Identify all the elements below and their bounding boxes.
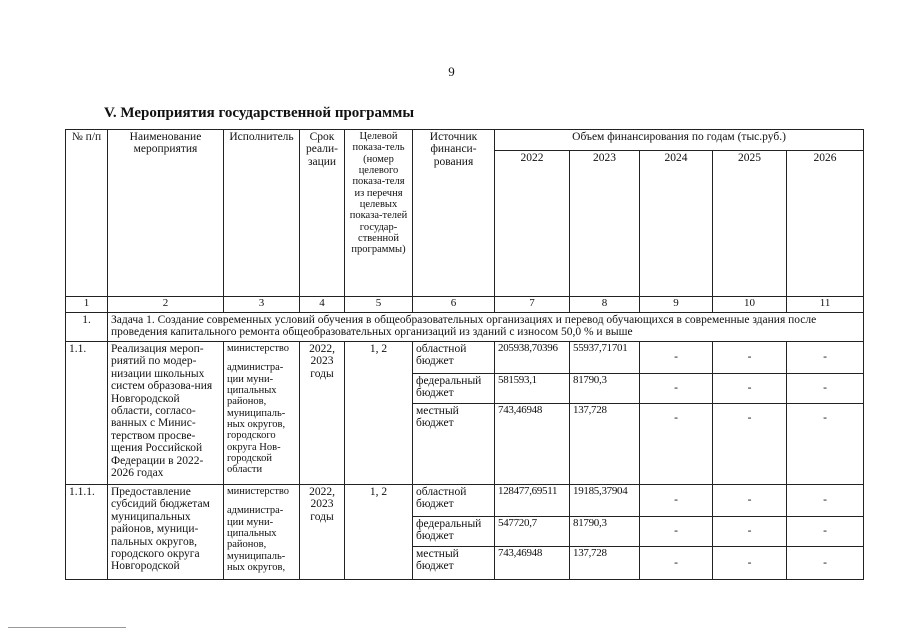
column-numbers-row xyxy=(66,297,864,313)
activity-target: 1, 2 xyxy=(345,342,413,485)
amount-2025: - xyxy=(713,404,787,485)
header-name: Наименование мероприятия xyxy=(108,130,224,297)
executor-administrations: администра-ции муни-ципальных районов, муниципаль-ных округов, xyxy=(227,505,286,573)
amount-2022: 581593,1 xyxy=(495,374,570,404)
column-number: 11 xyxy=(787,297,864,313)
column-number: 3 xyxy=(224,297,300,313)
amount-2024: - xyxy=(640,485,713,517)
amount-2025: - xyxy=(713,485,787,517)
amount-2022: 205938,70396 xyxy=(495,342,570,374)
table-row xyxy=(66,342,864,374)
column-number: 2 xyxy=(108,297,224,313)
section-title: V. Мероприятия государственной программы xyxy=(104,105,415,121)
funding-source: местный бюджет xyxy=(413,547,495,580)
amount-2022: 128477,69511 xyxy=(495,485,570,517)
amount-2026: - xyxy=(787,547,864,580)
header-target: Целевой показа-тель (номер целевого показа-теля из перечня целевых показа-телей государ-ственной программы) xyxy=(345,130,413,297)
table-row xyxy=(66,485,864,517)
amount-2023: 19185,37904 xyxy=(570,485,640,517)
funding-source: федеральный бюджет xyxy=(413,517,495,547)
amount-2025: - xyxy=(713,342,787,374)
task-row xyxy=(66,313,864,342)
amount-2022: 547720,7 xyxy=(495,517,570,547)
activity-term: 2022, 2023 годы xyxy=(300,485,345,580)
header-year-2023: 2023 xyxy=(570,151,640,297)
activity-term: 2022, 2023 годы xyxy=(300,342,345,485)
funding-source: областной бюджет xyxy=(413,485,495,517)
amount-2023: 81790,3 xyxy=(570,374,640,404)
column-number: 4 xyxy=(300,297,345,313)
activities-table xyxy=(65,129,864,580)
amount-2024: - xyxy=(640,342,713,374)
column-number: 5 xyxy=(345,297,413,313)
task-num: 1. xyxy=(66,313,108,342)
page-number: 9 xyxy=(448,64,455,79)
column-number: 9 xyxy=(640,297,713,313)
amount-2026: - xyxy=(787,485,864,517)
amount-2026: - xyxy=(787,517,864,547)
column-number: 8 xyxy=(570,297,640,313)
amount-2025: - xyxy=(713,547,787,580)
header-year-2022: 2022 xyxy=(495,151,570,297)
executor-ministry: министерство xyxy=(227,486,290,497)
activity-name: Предоставление субсидий бюджетам муниципальных районов, муници-пальных округов, городского округа Новгородской xyxy=(108,485,224,580)
amount-2024: - xyxy=(640,547,713,580)
activity-num: 1.1.1. xyxy=(66,485,108,580)
activity-executor xyxy=(224,342,300,485)
amount-2026: - xyxy=(787,342,864,374)
amount-2023: 55937,71701 xyxy=(570,342,640,374)
header-funding-group: Объем финансирования по годам (тыс.руб.) xyxy=(495,130,864,151)
task-text: Задача 1. Создание современных условий обучения в общеобразовательных организациях и перевод обучающихся в современные здания после проведения капитального ремонта общеобразовательных организаций из зданий с износом 50,0 % и выше xyxy=(108,313,864,342)
activity-name: Реализация мероп-риятий по модер-низации школьных систем образова-ния Новгородской области, согласо-ванных с Минис-терством просве-щения Российской Федерации в 2022-2026 годах xyxy=(108,342,224,485)
activity-target: 1, 2 xyxy=(345,485,413,580)
amount-2023: 137,728 xyxy=(570,547,640,580)
amount-2023: 81790,3 xyxy=(570,517,640,547)
amount-2022: 743,46948 xyxy=(495,547,570,580)
amount-2024: - xyxy=(640,517,713,547)
amount-2024: - xyxy=(640,404,713,485)
column-number: 6 xyxy=(413,297,495,313)
header-executor: Исполнитель xyxy=(224,130,300,297)
footer-divider xyxy=(8,627,126,628)
activity-num: 1.1. xyxy=(66,342,108,485)
amount-2026: - xyxy=(787,404,864,485)
column-number: 7 xyxy=(495,297,570,313)
amount-2023: 137,728 xyxy=(570,404,640,485)
amount-2025: - xyxy=(713,517,787,547)
header-source: Источник финанси-рования xyxy=(413,130,495,297)
header-year-2024: 2024 xyxy=(640,151,713,297)
activity-executor xyxy=(224,485,300,580)
amount-2022: 743,46948 xyxy=(495,404,570,485)
amount-2025: - xyxy=(713,374,787,404)
header-term: Срок реали-зации xyxy=(300,130,345,297)
funding-source: местный бюджет xyxy=(413,404,495,485)
header-num: № п/п xyxy=(66,130,108,297)
funding-source: областной бюджет xyxy=(413,342,495,374)
column-number: 10 xyxy=(713,297,787,313)
amount-2024: - xyxy=(640,374,713,404)
column-number: 1 xyxy=(66,297,108,313)
header-year-2026: 2026 xyxy=(787,151,864,297)
funding-source: федеральный бюджет xyxy=(413,374,495,404)
header-row-1 xyxy=(66,130,864,151)
amount-2026: - xyxy=(787,374,864,404)
executor-administrations: администра-ции муни-ципальных районов, муниципаль-ных округов, городского округа Нов-городской области xyxy=(227,362,286,476)
executor-ministry: министерство xyxy=(227,343,290,354)
header-year-2025: 2025 xyxy=(713,151,787,297)
